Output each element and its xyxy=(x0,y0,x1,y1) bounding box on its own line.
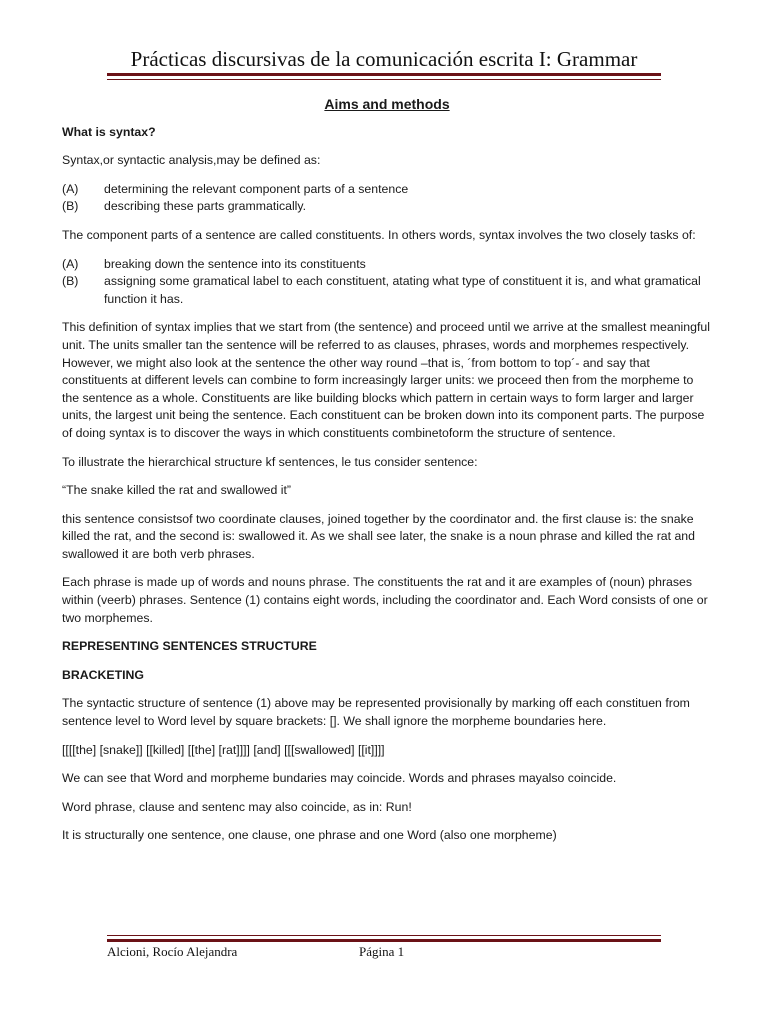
list-text: assigning some gramatical label to each constituent, atating what type of constituent it is, and what gramatical function it has. xyxy=(104,274,701,306)
list-marker: (B) xyxy=(62,274,79,289)
list-marker: (A) xyxy=(62,181,79,196)
document-header-title: Prácticas discursivas de la comunicación escrita I: Grammar xyxy=(130,47,638,71)
paragraph: It is structurally one sentence, one clause, one phrase and one Word (also one morpheme) xyxy=(62,828,557,843)
footer-page-number: Página 1 xyxy=(359,944,405,959)
list-text: determining the relevant component parts of a sentence xyxy=(104,181,409,196)
footer-rule-thick xyxy=(107,939,661,942)
paragraph: Each phrase is made up of words and nouns phrase. The constituents the rat and it are examples of (noun) phrases within (veerb) phrases. Sentence (1) contains eight words, including the coordinator and. Each Word consists of one or two morphemes. xyxy=(62,575,708,625)
list-item xyxy=(62,181,712,199)
list-item xyxy=(62,273,712,308)
section-heading: Aims and methods xyxy=(324,96,450,112)
header-rule-thick xyxy=(107,73,661,76)
example-sentence: “The snake killed the rat and swallowed it” xyxy=(62,483,291,498)
list-marker: (A) xyxy=(62,256,79,271)
list-item xyxy=(62,256,712,274)
paragraph: The component parts of a sentence are called constituents. In others words, syntax involves the two closely tasks of: xyxy=(62,227,696,242)
list-text: describing these parts grammatically. xyxy=(104,199,307,214)
bracketed-example: [[[[the] [snake]] [[killed] [[the] [rat]]]] [and] [[[swallowed] [[it]]]] xyxy=(62,742,385,757)
question-heading: What is syntax? xyxy=(62,124,156,139)
subsection-heading: REPRESENTING SENTENCES STRUCTURE xyxy=(62,639,317,654)
paragraph: Syntax,or syntactic analysis,may be defined as: xyxy=(62,153,321,168)
footer-rule-thin xyxy=(107,935,661,936)
tasks-list xyxy=(62,256,712,309)
document-body xyxy=(62,96,712,856)
definition-list xyxy=(62,181,712,216)
paragraph: To illustrate the hierarchical structure kf sentences, le tus consider sentence: xyxy=(62,454,478,469)
paragraph: Word phrase, clause and sentenc may also coincide, as in: Run! xyxy=(62,799,412,814)
list-marker: (B) xyxy=(62,199,79,214)
paragraph: this sentence consistsof two coordinate clauses, joined together by the coordinator and. the first clause is: the snake killed the rat, and the second is: swallowed it. As we shall see later, the snake is a noun phrase and killed the rat and swallowed it are both verb phrases. xyxy=(62,511,695,561)
paragraph: We can see that Word and morpheme bundaries may coincide. Words and phrases mayalso coincide. xyxy=(62,771,617,786)
paragraph: This definition of syntax implies that we start from (the sentence) and proceed until we arrive at the smallest meaningful unit. The units smaller tan the sentence will be referred to as clauses, phrases, words and morphemes respectively. However, we might also look at the sentence the other way round –that is, ´from bottom to top´- and say that constituents at different levels can combine to form increasingly larger units: we proceed then from the morpheme to the sentence as a whole. Constituents are like building blocks which pattern in certain ways to form larger and larger units, the largest unit being the sentence. Each constituent can be broken down into its component parts. The purpose of doing syntax is to discover the ways in which constituents combinetoform the structure of sentence. xyxy=(62,320,710,440)
list-text: breaking down the sentence into its constituents xyxy=(104,256,366,271)
paragraph: The syntactic structure of sentence (1) above may be represented provisionally by marking off each constituen from sentence level to Word level by square brackets: []. We shall ignore the morpheme boundaries here. xyxy=(62,696,690,729)
header-rule-thin xyxy=(107,79,661,80)
footer-author: Alcioni, Rocío Alejandra xyxy=(107,944,238,959)
subsection-heading: BRACKETING xyxy=(62,667,144,682)
list-item xyxy=(62,198,712,216)
